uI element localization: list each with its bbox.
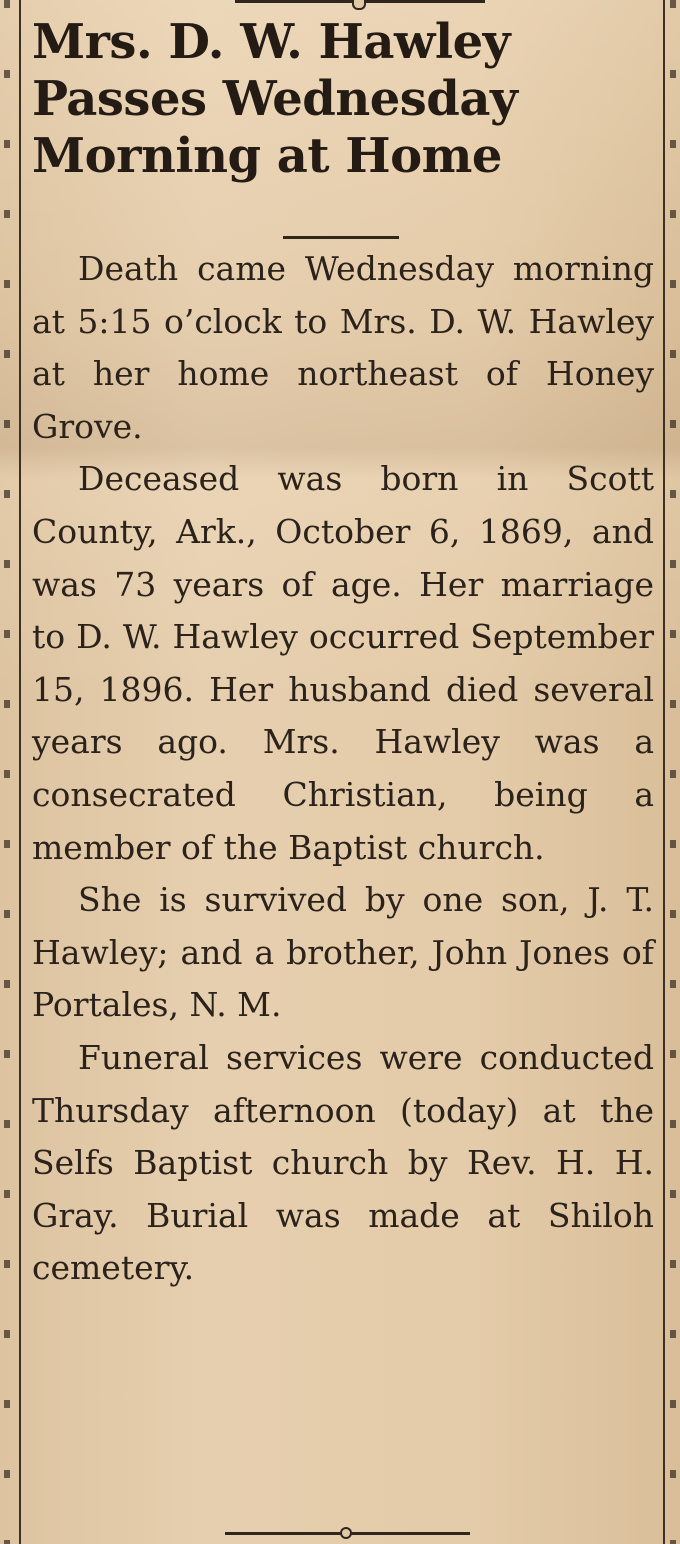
- top-divider-ornament: [352, 0, 366, 10]
- headline-line-1: Mrs. D. W. Hawley: [32, 14, 510, 70]
- left-column-edge: [4, 0, 10, 1544]
- paragraph-biography: Deceased was born in Scott County, Ark., October 6, 1869, and was 73 years of age. Her marriage to D. W. Hawley occurred September 15, 1896. Her husband died several years ago. Mrs. Hawley was a consecrated Christian, being a member of the Baptist church.: [32, 459, 654, 867]
- headline-line-3: Morning at Home: [32, 128, 502, 184]
- bottom-divider-ornament: [340, 1527, 352, 1539]
- headline-divider-rule: [283, 236, 399, 239]
- paragraph-death-notice: Death came Wednesday morning at 5:15 o’clock to Mrs. D. W. Hawley at her home northeast of Honey Grove.: [32, 249, 654, 446]
- left-column-rule: [19, 0, 21, 1544]
- article-body: [32, 243, 654, 1295]
- paragraph-funeral: Funeral services were conducted Thursday afternoon (today) at the Selfs Baptist church by Rev. H. H. Gray. Burial was made at Shiloh cemetery.: [32, 1037, 654, 1288]
- right-column-rule: [663, 0, 665, 1544]
- right-column-edge: [670, 0, 676, 1544]
- headline-line-2: Passes Wednesday: [32, 71, 518, 127]
- paragraph-survivors: She is survived by one son, J. T. Hawley; and a brother, John Jones of Portales, N. M.: [32, 880, 654, 1025]
- headline: [32, 14, 652, 185]
